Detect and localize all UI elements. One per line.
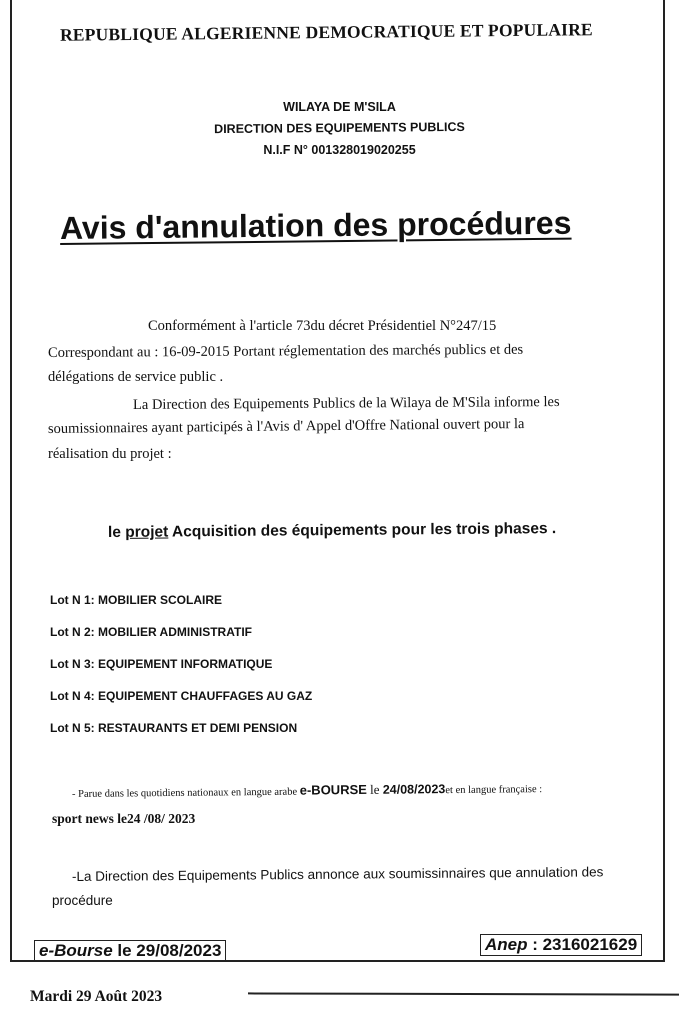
nif-line: N.I.F N° 001328019020255 [263,143,416,157]
publication-text-a: - Parue dans les quotidiens nationaux en langue arabe [71,786,300,800]
publication-text-b: le [366,781,383,797]
footer-anep-box [480,934,642,956]
project-underlined: projet [125,523,169,541]
page-date: Mardi 29 Août 2023 [30,988,163,1005]
paragraph-2-line-1: La Direction des Equipements Publics de la Wilaya de M'Sila informe les [132,394,560,413]
footer-rule [248,992,679,995]
paragraph-1-line-2: Correspondant au : 16-09-2015 Portant réglementation des marchés publics et des [47,341,524,361]
footer-source-name: e-Bourse [39,941,113,960]
lot-item: Lot N 5: RESTAURANTS ET DEMI PENSION [50,721,298,735]
announcement-line-2: procédure [52,893,113,908]
publication-date: 24/08/2023 [382,782,446,797]
footer-source-date: le 29/08/2023 [112,941,222,960]
notice-title: Avis d'annulation des procédures [59,204,572,246]
announcement-line-1: -La Direction des Equipements Publics annonce aux soumissinnaires que annulation des [71,864,604,884]
lot-item: Lot N 2: MOBILIER ADMINISTRATIF [50,625,252,639]
lot-item: Lot N 4: EQUIPEMENT CHAUFFAGES AU GAZ [50,689,313,703]
project-rest: Acquisition des équipements pour les trois phases . [168,520,557,541]
paragraph-1-line-1: Conformément à l'article 73du décret Présidentiel N°247/15 [148,318,497,334]
footer-anep-label: Anep [485,935,528,954]
project-prefix: le [107,523,126,541]
publication-line-2: sport news le24 /08/ 2023 [52,811,196,826]
lot-item: Lot N 3: EQUIPEMENT INFORMATIQUE [50,657,273,671]
lot-item: Lot N 1: MOBILIER SCOLAIRE [50,593,222,607]
direction-line: DIRECTION DES EQUIPEMENTS PUBLICS [214,119,465,137]
footer-source-box [34,940,226,962]
paragraph-2-line-2: soumissionnaires ayant participés à l'Avis d' Appel d'Offre National ouvert pour la [47,416,525,437]
footer-anep-code: : 2316021629 [527,935,638,954]
paragraph-2-line-3: réalisation du projet : [48,446,172,462]
paragraph-1-line-3: délégations de service public . [48,369,224,385]
publication-text-c: et en langue française : [445,784,543,797]
republic-heading: REPUBLIQUE ALGERIENNE DEMOCRATIQUE ET POPULAIRE [59,19,593,45]
wilaya-line: WILAYA DE M'SILA [283,100,396,114]
publication-bourse: e-BOURSE [299,781,367,798]
